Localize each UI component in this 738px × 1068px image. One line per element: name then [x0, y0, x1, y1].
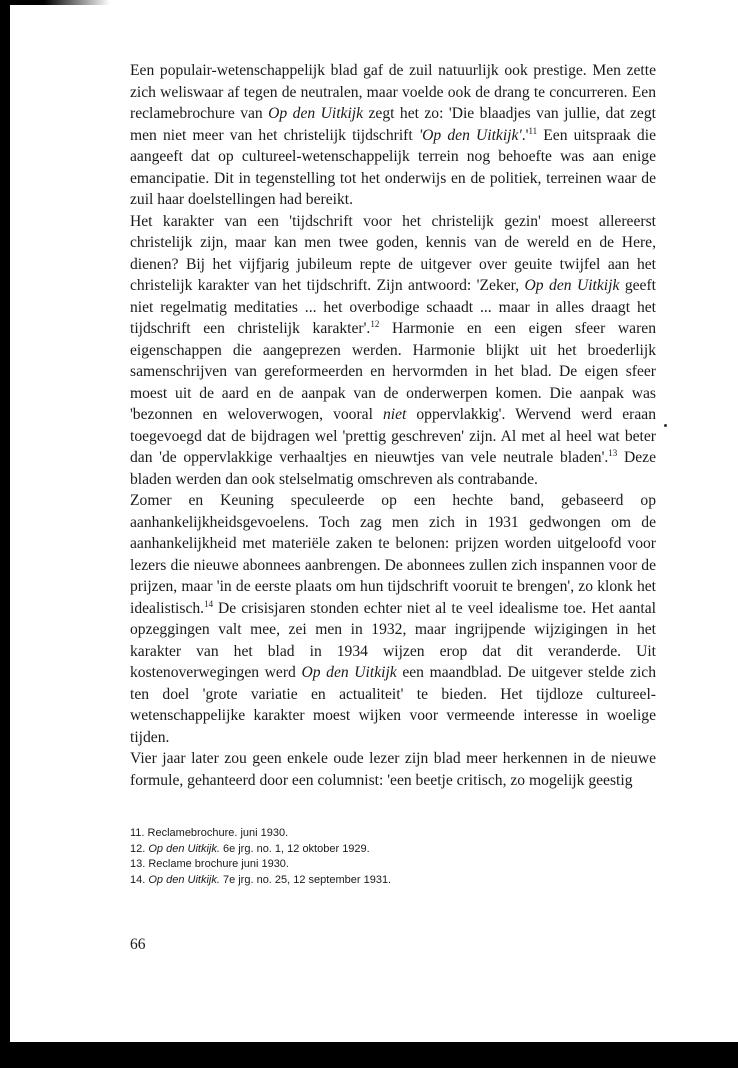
footnote-ref: 14	[204, 598, 214, 609]
footnote	[130, 873, 656, 889]
scan-edge-left	[0, 0, 10, 1068]
page-content	[130, 60, 656, 791]
text-run: zegt het zo: 'Die blaadjes van jullie, dat zegt men niet meer van het christelijk tijdschrift	[130, 105, 656, 144]
text-run: Een uitspraak die aangeeft dat op cultureel-wetenschappelijk terrein nog behoefte was aan enige emancipatie. Dit in tegenstelling tot het onderwijs en de politiek, terreinen waar de zuil haar doelstellingen had bereikt.	[130, 126, 656, 208]
italic-text: 'Op den Uitkijk'	[418, 126, 522, 144]
text-run: Deze bladen werden dan ook stelselmatig omschreven als contrabande.	[130, 449, 656, 488]
text-run: een maandblad. De uitgever stelde zich ten doel 'grote variatie en actualiteit' te bieden. Het tijdloze cultureel-wetenschappelijke karakter moest wijken voor vermeende interesse in woelige tijden.	[130, 664, 657, 746]
footnotes	[130, 826, 656, 888]
text-run: Een populair-wetenschappelijk blad gaf de zuil natuurlijk ook prestige. Men zette zich weliswaar af tegen de neutralen, maar voelde ook de drang te concurreren. Een reclamebrochure van	[130, 62, 656, 122]
italic-text: Op den Uitkijk	[524, 277, 620, 294]
text-run: 14.	[130, 873, 149, 886]
paragraph	[130, 748, 656, 791]
footnote	[130, 826, 656, 842]
scan-edge-bottom	[0, 1042, 738, 1068]
text-run: .'	[521, 126, 529, 144]
text-run: 11. Reclamebrochure. juni 1930.	[130, 827, 289, 839]
italic-text: Op den Uitkijk.	[148, 873, 220, 886]
text-run: 13. Reclame brochure juni 1930.	[130, 858, 289, 870]
footnote-ref: 11	[528, 125, 538, 136]
text-run: oppervlakkig'. Wervend werd eraan toegevoegd dat de bijdragen wel 'prettig geschreven' zijn. Al met al heel wat beter dan 'de oppervlakkige verhaaltjes en nieuwtjes van vele neutrale bladen'.	[130, 406, 657, 466]
text-run: Zomer en Keuning speculeerde op een hechte band, gebaseerd op aanhankelijkheidsgevoelens. Toch zag men zich in 1931 gedwongen om de aanhankelijkheid met materiële zaken te belonen: prijzen worden uitgeloofd voor lezers die nieuwe abonnees aanbrengen. De abonnees zullen zich inspannen voor de prijzen, maar 'in de eerste plaats om hun tijdschrift vooruit te brengen', zo klonk het idealistisch.	[130, 492, 656, 617]
text-run: 7e jrg. no. 25, 12 september 1931.	[219, 873, 392, 886]
paragraph	[130, 211, 656, 491]
footnote-ref: 13	[608, 448, 618, 458]
text-run: geeft niet regelmatig meditaties ... het overbodige schaadt ... maar in alles draagt het tijdschrift een christelijk karakter'.	[130, 277, 656, 337]
body-text	[130, 60, 656, 791]
text-run: Het karakter van een 'tijdschrift voor het christelijk gezin' moest allereerst christelijk zijn, maar kan men twee goden, kennis van de wereld en de Here, dienen? Bij het vijfjarig jubileum repte de uitgever over geuite twijfel aan het christelijk karakter van het tijdschrift. Zijn antwoord: 'Zeker,	[130, 212, 656, 294]
italic-text: Op den Uitkijk	[268, 105, 364, 122]
text-run: De crisisjaren stonden echter niet al te veel idealisme toe. Het aantal opzeggingen valt mee, zei men in 1932, maar ingrijpende wijzigingen in het karakter van het blad in 1934 wijzen erop dat dit veranderde. Uit kostenoverwegingen werd	[130, 599, 656, 681]
paragraph	[130, 60, 656, 211]
page-number: 66	[130, 936, 146, 953]
text-run: 12.	[130, 842, 149, 855]
paragraph	[130, 490, 656, 748]
footnote	[130, 857, 656, 873]
text-run: Vier jaar later zou geen enkele oude lezer zijn blad meer herkennen in de nieuwe formule, gehanteerd door een columnist: 'een beetje critisch, zo mogelijk geestig	[130, 750, 656, 789]
scan-speck	[664, 424, 667, 427]
footnote-ref: 12	[370, 319, 380, 329]
italic-text: niet	[382, 406, 407, 423]
text-run: 6e jrg. no. 1, 12 oktober 1929.	[219, 842, 370, 855]
text-run: Harmonie en een eigen sfeer waren eigenschappen die aangeprezen werden. Harmonie blijkt uit het broederlijk samenschrijven van gereformeerden en hervormden in het blad. De eigen sfeer moest uit de aard en de aanpak van de onderwerpen komen. Die aanpak was 'bezonnen en weloverwogen, vooral	[130, 320, 656, 423]
scan-edge-top	[0, 0, 110, 5]
italic-text: Op den Uitkijk.	[148, 842, 220, 855]
italic-text: Op den Uitkijk	[301, 664, 397, 681]
footnote	[130, 842, 656, 858]
